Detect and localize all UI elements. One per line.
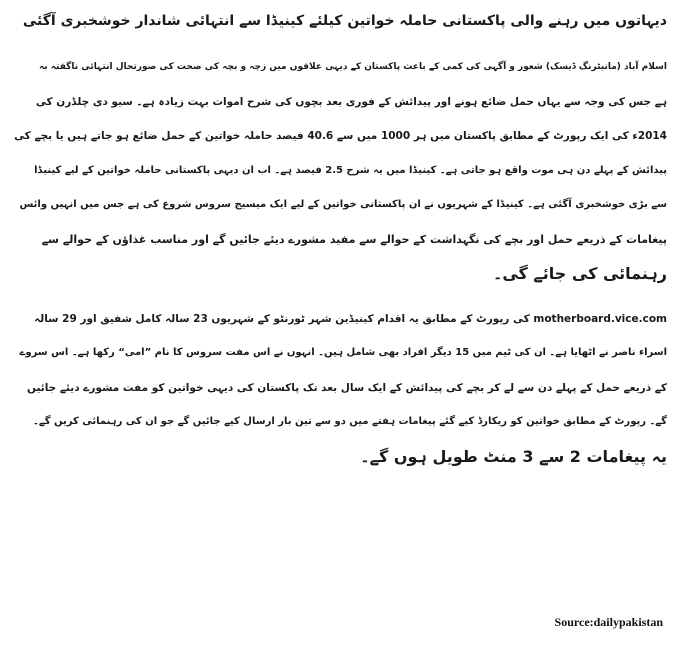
source-credit: Source:dailypakistan: [554, 615, 663, 629]
article-paragraph-1: [14, 50, 667, 292]
paragraph-line: یہ پیغامات 2 سے 3 منٹ طویل ہوں گے۔: [360, 446, 667, 466]
paragraph-line: ہے جس کی وجہ سے یہاں حمل ضائع ہونے اور پیدائش کے فوری بعد بچوں کی شرح اموات بہت زیادہ ہے۔ سیو دی چلڈرن کی: [35, 95, 667, 108]
paragraph-line: پیغامات کے ذریعے حمل اور بچے کی نگہداشت کے حوالے سے مفید مشورے دیئے جائیں گے اور مناسب غذاؤں کے حوالے سے: [41, 232, 667, 246]
paragraph-line: 2014ء کی ایک رپورٹ کے مطابق پاکستان میں ہر 1000 میں سے 40.6 فیصد حاملہ خواتین کے حمل ضائع ہو جاتے ہیں یا بچے کی: [14, 130, 667, 142]
paragraph-line: رہنمائی کی جائے گی۔: [492, 264, 667, 283]
paragraph-line: اسلام آباد (مانیٹرنگ ڈیسک) شعور و آگہی کی کمی کے باعث پاکستان کے دیہی علاقوں میں زچہ و بچہ کی صحت کی صورتحال انتہائی ناگفتہ بہ: [38, 62, 667, 72]
article-paragraph-2: [14, 302, 667, 475]
paragraph-line: پیدائش کے پہلے دن ہی موت واقع ہو جاتی ہے۔ کینیڈا میں یہ شرح 2.5 فیصد ہے۔ اب ان دیہی پاکستانی حاملہ خواتین کے لیے کینیڈا: [34, 164, 667, 176]
paragraph-line: سے بڑی خوشخبری آگئی ہے۔ کینیڈا کے شہریوں نے ان پاکستانی خواتین کے لیے ایک میسیج سروس شروع کی ہے جس میں انہیں وائس: [19, 199, 667, 210]
article-headline: دیہاتوں میں رہنے والی پاکستانی حاملہ خواتین کیلئے کینیڈا سے انتہائی شاندار خوشخبری آگئی: [22, 13, 667, 29]
paragraph-line: گے۔ رپورٹ کے مطابق خواتین کو ریکارڈ کیے گئے پیغامات ہفتے میں دو سے تین بار ارسال کیے جائیں گے جو ان کی رہنمائی کریں گے۔: [33, 416, 667, 427]
paragraph-line: اسراء ناصر نے اٹھایا ہے۔ ان کی ٹیم میں 15 دیگر افراد بھی شامل ہیں۔ انہوں نے اس مفت سروس کا نام ”امی“ رکھا ہے۔ اس سروے: [19, 347, 667, 358]
paragraph-line: motherboard.vice.com کی رپورٹ کے مطابق یہ اقدام کینیڈین شہر ٹورنٹو کے شہریوں 23 سالہ کامل شفیق اور 29 سالہ: [34, 312, 667, 325]
paragraph-line: کے ذریعے حمل کے پہلے دن سے لے کر بچے کی پیدائش کے ایک سال بعد تک پاکستان کی دیہی خواتین کو مفت مشورے دیئے جائیں: [27, 381, 667, 394]
